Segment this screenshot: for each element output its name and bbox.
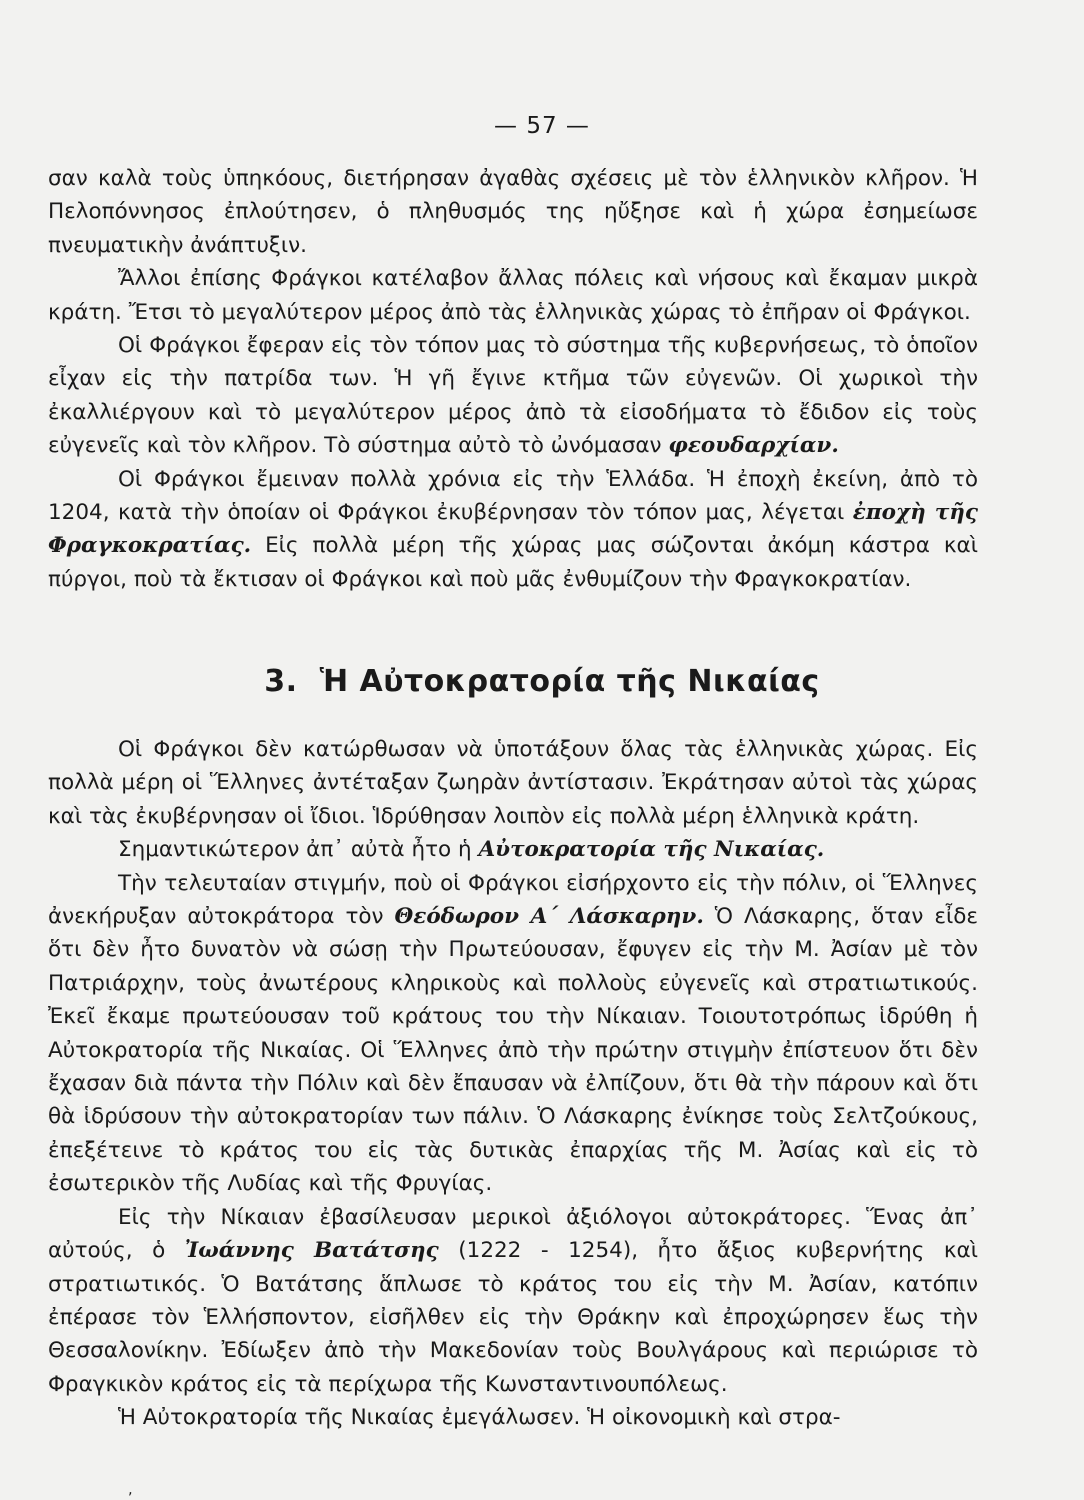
- emphasis-term: Αὐτοκρατορία τῆς Νικαίας.: [478, 837, 825, 863]
- paragraph-text: (1222 - 1254), ἦτο ἄξιος κυβερνήτης καὶ στρατιωτικός. Ὁ Βατάτσης ἅπλωσε τὸ κράτος του εἰς τὴν Μ. Ἀσίαν, κατόπιν ἐπέρασε τὸν Ἑλλήσποντον, εἰσῆλθεν εἰς τὴν Θράκην καὶ ἐπροχώρησεν ἕως τὴν Θεσσαλονίκην. Ἐδίωξεν ἀπὸ τὴν Μακεδονίαν τοὺς Βουλγάρους καὶ περιώρισε τὸ Φραγκικὸν κράτος εἰς τὰ περίχωρα τῆς Κωνσταντινουπόλεως.: [48, 1238, 978, 1397]
- emphasis-term: ἐποχὴ τῆς Φραγκοκρατίας.: [48, 500, 979, 559]
- section-frankish-rule: [48, 162, 978, 596]
- paragraph-text: Τὴν τελευταίαν στιγμήν, ποὺ οἱ Φράγκοι εἰσήρχοντο εἰς τὴν πόλιν, οἱ Ἕλληνες ἀνεκήρυξαν αὐτοκράτορα τὸν: [48, 870, 978, 930]
- section-number: 3.: [264, 664, 298, 699]
- emphasis-term: φεουδαρχίαν.: [668, 433, 839, 459]
- paragraph: σαν καλὰ τοὺς ὑπηκόους, διετήρησαν ἀγαθὰς σχέσεις μὲ τὸν ἑλληνικὸν κλῆρον. Ἡ Πελοπόννησος ἐπλούτησεν, ὁ πληθυσμός της ηὔξησε καὶ ἡ χώρα ἐσημείωσε πνευματικὴν ἀνάπτυξιν.: [48, 166, 978, 258]
- section-heading: [0, 664, 1084, 699]
- paragraph: [48, 463, 978, 597]
- paragraph-text: Εἰς τὴν Νίκαιαν ἐβασίλευσαν μερικοὶ ἀξιόλογοι αὐτοκράτορες. Ἕνας ἀπ᾽ αὐτούς, ὁ: [48, 1204, 978, 1264]
- paragraph-text: Οἱ Φράγκοι ἔμειναν πολλὰ χρόνια εἰς τὴν Ἑλλάδα. Ἡ ἐποχὴ ἐκείνη, ἀπὸ τὸ 1204, κατὰ τὴν ὁποίαν οἱ Φράγκοι ἐκυβέρνησαν τὸν τόπον μας, λέγεται: [48, 466, 978, 526]
- paragraph: Ἡ Αὐτοκρατορία τῆς Νικαίας ἐμεγάλωσεν. Ἡ οἰκονομικὴ καὶ στρα-: [118, 1405, 841, 1431]
- paragraph: [48, 329, 978, 463]
- paragraph-text: Οἱ Φράγκοι ἔφεραν εἰς τὸν τόπον μας τὸ σύστημα τῆς κυβερνήσεως, τὸ ὁποῖον εἶχαν εἰς τὴν πατρίδα των. Ἡ γῆ ἔγινε κτῆμα τῶν εὐγενῶν. Οἱ χωρικοὶ τὴν ἐκαλλιέργουν καὶ τὸ μεγαλύτερον μέρος ἀπὸ τὰ εἰσοδήματα τὸ ἔδιδον εἰς τοὺς εὐγενεῖς καὶ τὸν κλῆρον. Τὸ σύστημα αὐτὸ τὸ ὠνόμασαν: [48, 333, 978, 459]
- paragraph: Ἄλλοι ἐπίσης Φράγκοι κατέλαβον ἄλλας πόλεις καὶ νήσους καὶ ἔκαμαν μικρὰ κράτη. Ἔτσι τὸ μεγαλύτερον μέρος ἀπὸ τὰς ἑλληνικὰς χώρας τὸ ἐπῆραν οἱ Φράγκοι.: [48, 266, 978, 325]
- paragraph-text: Εἰς πολλὰ μέρη τῆς χώρας μας σώζονται ἀκόμη κάστρα καὶ πύργοι, ποὺ τὰ ἔκτισαν οἱ Φράγκοι καὶ ποὺ μᾶς ἐνθυμίζουν τὴν Φραγκοκρατίαν.: [48, 533, 978, 592]
- stray-mark: ‚: [128, 1482, 133, 1498]
- section-nicaea: [48, 733, 978, 1435]
- paragraph: Οἱ Φράγκοι δὲν κατώρθωσαν νὰ ὑποτάξουν ὅλας τὰς ἑλληνικὰς χώρας. Εἰς πολλὰ μέρη οἱ Ἕλληνες ἀντέταξαν ζωηρὰν ἀντίστασιν. Ἐκράτησαν αὐτοὶ τὰς χώρας καὶ τὰς ἐκυβέρνησαν οἱ ἴδιοι. Ἱδρύθησαν λοιπὸν εἰς πολλὰ μέρη ἑλληνικὰ κράτη.: [48, 737, 978, 829]
- paragraph-text: Σημαντικώτερον ἀπ᾽ αὐτὰ ἦτο ἡ: [118, 837, 479, 863]
- paragraph: [48, 867, 978, 1201]
- emphasis-term: Ἰωάννης Βατάτσης: [184, 1238, 439, 1264]
- paragraph: [48, 833, 978, 866]
- emphasis-term: Θεόδωρον Α΄ Λάσκαρην.: [394, 904, 704, 930]
- section-title: Ἡ Αὐτοκρατορία τῆς Νικαίας: [319, 664, 820, 699]
- page-number: — 57 —: [494, 113, 590, 139]
- paragraph: [48, 1201, 978, 1401]
- paragraph-text: Ὁ Λάσκαρης, ὅταν εἶδε ὅτι δὲν ἦτο δυνατὸν νὰ σώσῃ τὴν Πρωτεύουσαν, ἔφυγεν εἰς τὴν Μ. Ἀσίαν μὲ τὸν Πατριάρχην, τοὺς ἀνωτέρους κληρικοὺς καὶ πολλοὺς εὐγενεῖς καὶ στρατιωτικούς. Ἐκεῖ ἔκαμε πρωτεύουσαν τοῦ κράτους του τὴν Νίκαιαν. Τοιουτοτρόπως ἱδρύθη ἡ Αὐτοκρατορία τῆς Νικαίας. Οἱ Ἕλληνες ἀπὸ τὴν πρώτην στιγμὴν ἐπίστευον ὅτι δὲν ἔχασαν διὰ πάντα τὴν Πόλιν καὶ δὲν ἔπαυσαν νὰ ἐλπίζουν, ὅτι θὰ τὴν πάρουν καὶ ὅτι θὰ ἱδρύσουν τὴν αὐτοκρατορίαν των πάλιν. Ὁ Λάσκαρης ἐνίκησε τοὺς Σελτζούκους, ἐπεξέτεινε τὸ κράτος του εἰς τὰς δυτικὰς ἐπαρχίας τῆς Μ. Ἀσίας καὶ εἰς τὸ ἐσωτερικὸν τῆς Λυδίας καὶ τῆς Φρυγίας.: [48, 904, 978, 1197]
